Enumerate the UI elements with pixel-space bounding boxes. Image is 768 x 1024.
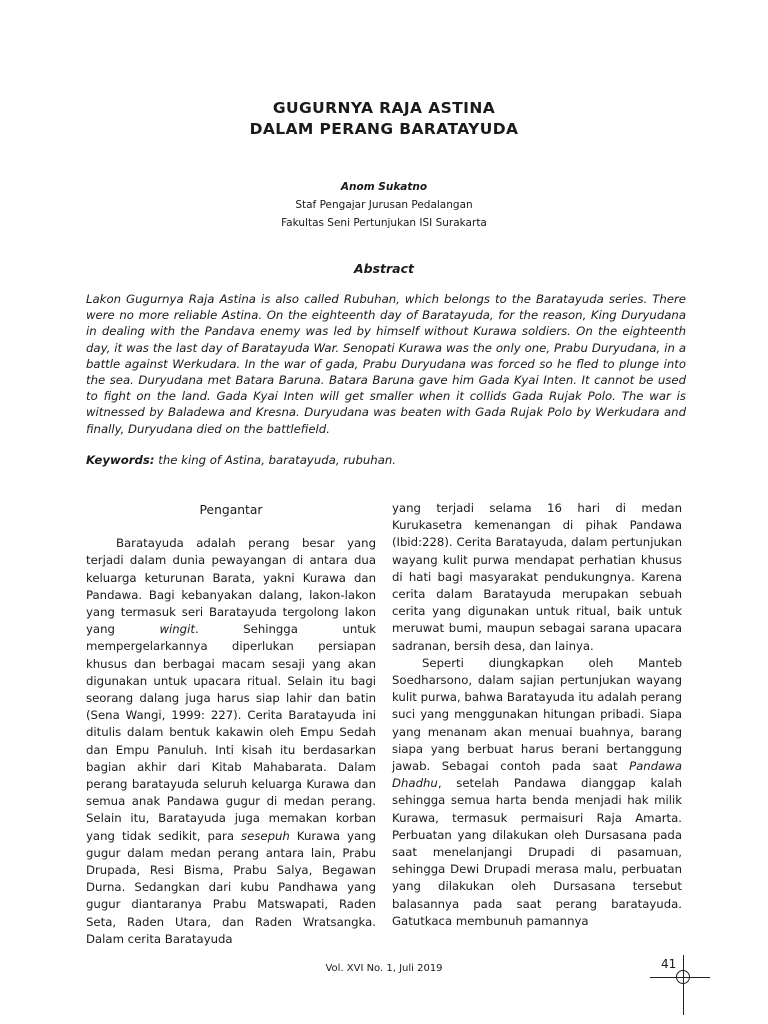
journal-footer: Vol. XVI No. 1, Juli 2019 (325, 963, 443, 974)
paragraph: yang terjadi selama 16 hari di medan Kurukasetra kemenangan di pihak Pandawa (Ibid:228). Cerita Baratayuda, dalam pertunjukan wayang kulit purwa mendapat perhatian khusus di hati bagi masyarakat pendukungnya. Karena cerita dalam Baratayuda merupakan sebuah cerita yang digunakan untuk ritual, baik untuk meruwat bumi, maupun sebagai sarana upacara sadranan, bersih desa, dan lainya. (392, 501, 682, 653)
paragraph: Seperti diungkapkan oleh Manteb Soedharsono, dalam sajian pertunjukan wayang kulit purwa, bahwa Baratayuda itu adalah perang suci yang menggunakan hitungan pribadi. Siapa yang menanam akan menuai buahnya, barang siapa yang berbuat harus berani bertanggung jawab. Sebagai contoh pada saat Pandawa Dhadhu, setelah Pandawa dianggap kalah sehingga semua harta benda menjadi hak milik Kurawa, termasuk permaisuri Raja Amarta. Perbuatan yang dilakukan oleh Dursasana pada saat menelanjangi Drupadi di pasamuan, sehingga Dewi Drupadi merasa malu, perbuatan yang dilakukan oleh Dursasana tersebut balasannya pada saat perang baratayuda. Gatutkaca membunuh pamannya (392, 655, 682, 928)
emphasis-term: sesepuh (241, 828, 290, 843)
registration-mark-vertical (683, 955, 684, 1015)
page-number: 41 (661, 957, 677, 971)
emphasis-term: wingit (159, 622, 195, 637)
keywords-text: the king of Astina, baratayuda, rubuhan. (154, 453, 396, 467)
title-line-1: GUGURNYA RAJA ASTINA (272, 99, 496, 117)
affiliation-line-1: Staf Pengajar Jurusan Pedalangan (295, 199, 473, 211)
article-title (0, 98, 768, 140)
abstract-text: Lakon Gugurnya Raja Astina is also called Rubuhan, which belongs to the Baratayuda series. There were no more reliable Astina. On the eighteenth day of Baratayuda, for the reason, King Duryudana in dealing with the Pandava enemy was led by himself without Kurawa soldiers. On the eighteenth day, it was the last day of Baratayuda War. Senopati Kurawa was the only one, Prabu Duryudana, in a battle against Werkudara. In the war of gada, Prabu Duryudana was forced so he fled to plunge into the sea. Duryudana met Batara Baruna. Batara Baruna gave him Gada Kyai Inten. It cannot be used to fight on the land. Gada Kyai Inten will get smaller when it collids Gada Rujak Polo. The war is witnessed by Baladewa and Kresna. Duryudana was beaten with Gada Rujak Polo by Werkudara and finally, Duryudana died on the battlefield. (86, 292, 686, 436)
keywords-label: Keywords: (86, 453, 155, 467)
abstract-heading: Abstract (353, 261, 415, 276)
emphasis-term: Pandawa Dhadhu (392, 759, 682, 791)
keywords (86, 453, 686, 467)
author-block (0, 178, 768, 232)
affiliation-line-2: Fakultas Seni Pertunjukan ISI Surakarta (281, 217, 487, 229)
registration-mark-circle (676, 970, 690, 984)
title-line-2: DALAM PERANG BARATAYUDA (249, 120, 519, 138)
author-name: Anom Sukatno (340, 181, 428, 193)
section-title: Pengantar (199, 503, 263, 517)
right-column (392, 500, 682, 930)
paragraph: Baratayuda adalah perang besar yang terjadi dalam dunia pewayangan di antara dua keluarga keturunan Barata, yakni Kurawa dan Pandawa. Bagi kebanyakan dalang, lakon-lakon yang termasuk seri Baratayuda tergolong lakon yang wingit. Sehingga untuk mempergelarkannya diperlukan persiapan khusus dan berbagai macam sesaji yang akan digunakan untuk upacara ritual. Selain itu bagi seorang dalang juga harus siap lahir dan batin (Sena Wangi, 1999: 227). Cerita Baratayuda ini ditulis dalam bentuk kakawin oleh Empu Sedah dan Empu Panuluh. Inti kisah itu berdasarkan bagian akhir dari Kitab Mahabarata. Dalam perang baratayuda seluruh keluarga Kurawa dan semua anak Pandawa gugur di medan perang. Selain itu, Baratayuda juga memakan korban yang tidak sedikit, para sesepuh Kurawa yang gugur dalam medan perang antara lain, Prabu Drupada, Resi Bisma, Prabu Salya, Begawan Durna. Sedangkan dari kubu Pandhawa yang gugur diantaranya Prabu Matswapati, Raden Seta, Raden Utara, dan Raden Wratsangka. Dalam cerita Baratayuda (86, 536, 377, 946)
left-column (86, 500, 376, 948)
